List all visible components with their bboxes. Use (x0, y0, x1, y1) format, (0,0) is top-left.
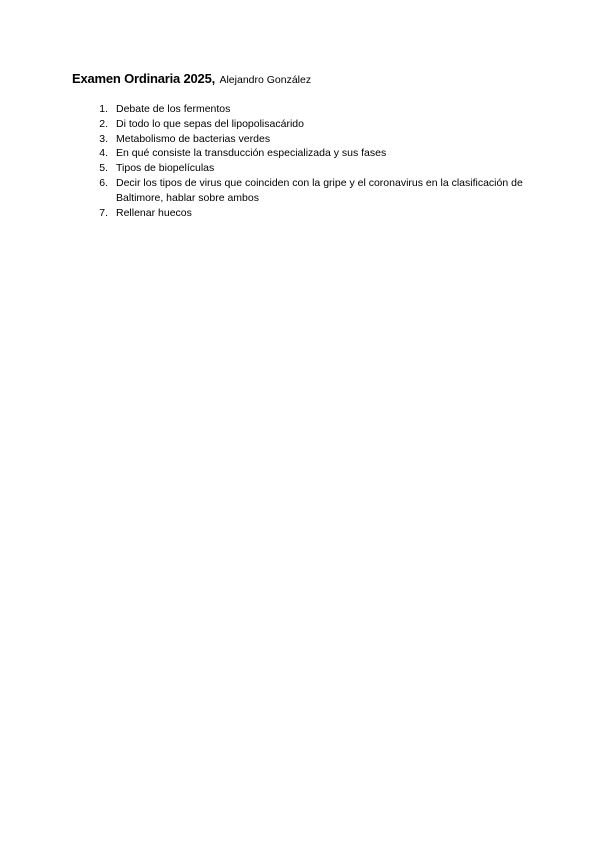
question-text: Di todo lo que sepas del lipopolisacárido (116, 117, 304, 130)
question-number: 4. (99, 147, 108, 160)
question-text: Debate de los fermentos (116, 103, 231, 115)
question-number: 6. (99, 176, 108, 189)
question-text: Decir los tipos de virus que coinciden con la gripe y el coronavirus en la clasificación de Baltimore, hablar sobre ambos (116, 176, 523, 204)
question-item-6 (86, 176, 536, 206)
question-text: Tipos de biopelículas (116, 162, 215, 175)
question-text: En qué consiste la transducción especializada y sus fases (116, 147, 387, 160)
question-item-1 (86, 102, 536, 117)
question-item-2 (86, 117, 536, 132)
question-number: 3. (99, 132, 108, 145)
document-heading (72, 71, 311, 88)
question-number: 7. (99, 206, 108, 219)
question-item-7 (86, 206, 536, 221)
question-number: 5. (99, 162, 108, 175)
question-text: Rellenar huecos (116, 206, 192, 219)
exam-title: Examen Ordinaria 2025, (72, 71, 216, 86)
question-number: 1. (99, 103, 108, 115)
question-item-3 (86, 132, 536, 147)
question-item-5 (86, 161, 536, 176)
question-list (86, 102, 536, 220)
author-name: Alejandro González (219, 74, 312, 86)
question-text: Metabolismo de bacterias verdes (116, 132, 271, 145)
question-item-4 (86, 146, 536, 161)
question-number: 2. (99, 117, 108, 130)
